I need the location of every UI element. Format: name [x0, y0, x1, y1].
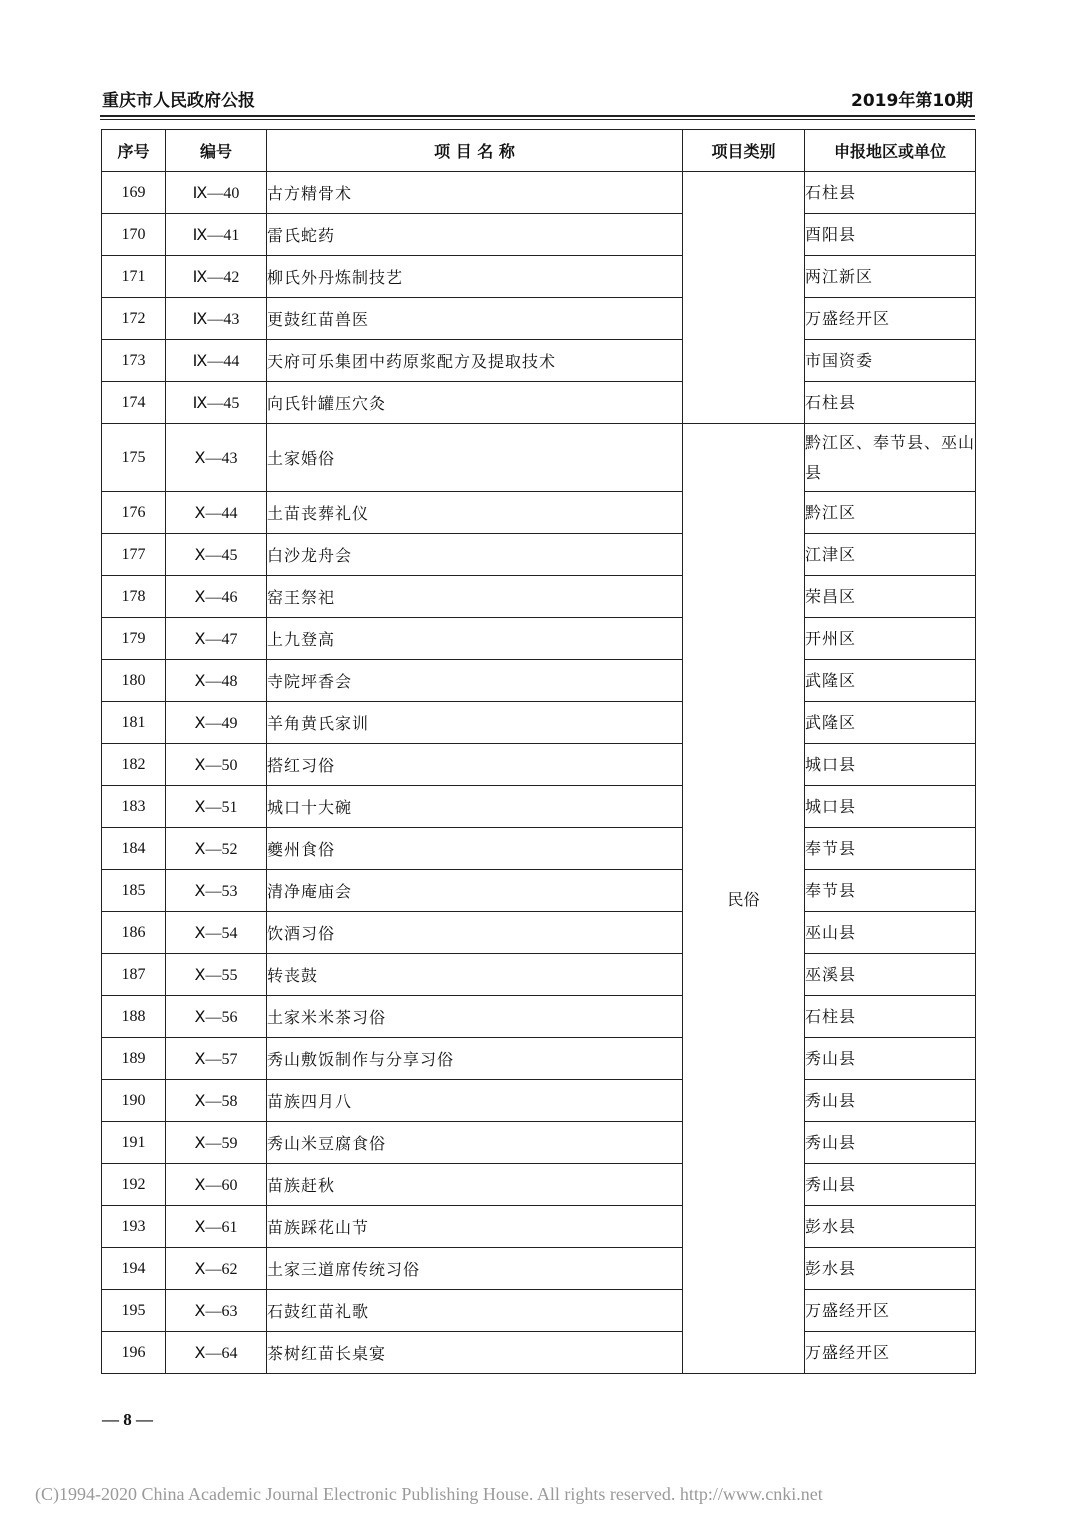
- row-name: 土家婚俗: [267, 424, 683, 492]
- row-seq: 174: [102, 382, 166, 424]
- row-name: 土家米米茶习俗: [267, 996, 683, 1038]
- row-code: Ⅹ—57: [166, 1038, 267, 1080]
- row-name: 窑王祭祀: [267, 576, 683, 618]
- row-code: Ⅹ—55: [166, 954, 267, 996]
- copyright-notice: (C)1994-2020 China Academic Journal Electronic Publishing House. All rights reserved. http://www.cnki.net: [35, 1484, 823, 1504]
- row-code: Ⅸ—45: [166, 382, 267, 424]
- row-seq: 193: [102, 1206, 166, 1248]
- row-seq: 172: [102, 298, 166, 340]
- row-seq: 188: [102, 996, 166, 1038]
- row-region: 城口县: [805, 744, 976, 786]
- table-body: [102, 172, 976, 1374]
- row-code: Ⅹ—50: [166, 744, 267, 786]
- row-seq: 183: [102, 786, 166, 828]
- row-seq: 177: [102, 534, 166, 576]
- row-seq: 180: [102, 660, 166, 702]
- table-row: [102, 912, 976, 954]
- row-name: 苗族赶秋: [267, 1164, 683, 1206]
- table-row: [102, 298, 976, 340]
- row-region: 石柱县: [805, 382, 976, 424]
- table-row: [102, 660, 976, 702]
- row-region: 两江新区: [805, 256, 976, 298]
- row-code: Ⅹ—43: [166, 424, 267, 492]
- row-region: 荣昌区: [805, 576, 976, 618]
- row-region: 石柱县: [805, 172, 976, 214]
- row-region: 奉节县: [805, 870, 976, 912]
- row-name: 夔州食俗: [267, 828, 683, 870]
- category-cell-group-2: 民俗: [683, 424, 805, 1374]
- table-row: [102, 828, 976, 870]
- row-code: Ⅸ—44: [166, 340, 267, 382]
- row-name: 羊角黄氏家训: [267, 702, 683, 744]
- row-seq: 196: [102, 1332, 166, 1374]
- row-seq: 185: [102, 870, 166, 912]
- page-number: — 8 —: [102, 1410, 153, 1429]
- project-table: [101, 129, 976, 1374]
- header-rule: [100, 115, 975, 117]
- row-seq: 170: [102, 214, 166, 256]
- row-name: 更鼓红苗兽医: [267, 298, 683, 340]
- table-row: [102, 954, 976, 996]
- row-region: 市国资委: [805, 340, 976, 382]
- table-row: [102, 996, 976, 1038]
- row-seq: 181: [102, 702, 166, 744]
- row-region: 万盛经开区: [805, 1332, 976, 1374]
- row-seq: 187: [102, 954, 166, 996]
- row-name: 石鼓红苗礼歌: [267, 1290, 683, 1332]
- row-seq: 186: [102, 912, 166, 954]
- table-row: [102, 424, 976, 492]
- row-seq: 184: [102, 828, 166, 870]
- table-row: [102, 340, 976, 382]
- row-name: 茶树红苗长桌宴: [267, 1332, 683, 1374]
- table-row: [102, 1038, 976, 1080]
- row-code: Ⅹ—60: [166, 1164, 267, 1206]
- table-row: [102, 534, 976, 576]
- row-region: 彭水县: [805, 1248, 976, 1290]
- row-name: 秀山米豆腐食俗: [267, 1122, 683, 1164]
- row-seq: 173: [102, 340, 166, 382]
- row-code: Ⅹ—51: [166, 786, 267, 828]
- table-row: [102, 256, 976, 298]
- row-region: 秀山县: [805, 1122, 976, 1164]
- table-row: [102, 1080, 976, 1122]
- row-seq: 179: [102, 618, 166, 660]
- row-code: Ⅸ—43: [166, 298, 267, 340]
- row-seq: 176: [102, 492, 166, 534]
- row-name: 搭红习俗: [267, 744, 683, 786]
- row-name: 向氏针罐压穴灸: [267, 382, 683, 424]
- row-region: 黔江区: [805, 492, 976, 534]
- row-code: Ⅹ—46: [166, 576, 267, 618]
- row-region: 巫山县: [805, 912, 976, 954]
- row-region: 武隆区: [805, 660, 976, 702]
- table-row: [102, 1332, 976, 1374]
- row-code: Ⅹ—44: [166, 492, 267, 534]
- row-code: Ⅹ—59: [166, 1122, 267, 1164]
- table-row: [102, 1206, 976, 1248]
- row-name: 秀山敷饭制作与分享习俗: [267, 1038, 683, 1080]
- row-region: 彭水县: [805, 1206, 976, 1248]
- row-region: 巫溪县: [805, 954, 976, 996]
- row-code: Ⅹ—61: [166, 1206, 267, 1248]
- row-name: 柳氏外丹炼制技艺: [267, 256, 683, 298]
- column-header-category: 项目类别: [683, 130, 805, 172]
- row-seq: 189: [102, 1038, 166, 1080]
- row-name: 土苗丧葬礼仪: [267, 492, 683, 534]
- row-seq: 169: [102, 172, 166, 214]
- table-row: [102, 1122, 976, 1164]
- page-header: [102, 86, 973, 111]
- row-code: Ⅸ—42: [166, 256, 267, 298]
- table-row: [102, 172, 976, 214]
- row-name: 苗族踩花山节: [267, 1206, 683, 1248]
- table-row: [102, 744, 976, 786]
- table-row: [102, 786, 976, 828]
- row-code: Ⅹ—54: [166, 912, 267, 954]
- row-seq: 191: [102, 1122, 166, 1164]
- row-name: 古方精骨术: [267, 172, 683, 214]
- row-name: 苗族四月八: [267, 1080, 683, 1122]
- row-region: 石柱县: [805, 996, 976, 1038]
- row-name: 清净庵庙会: [267, 870, 683, 912]
- row-region: 江津区: [805, 534, 976, 576]
- row-region: 万盛经开区: [805, 1290, 976, 1332]
- table-row: [102, 702, 976, 744]
- row-name: 土家三道席传统习俗: [267, 1248, 683, 1290]
- column-header-region: 申报地区或单位: [805, 130, 976, 172]
- column-header-code: 编号: [166, 130, 267, 172]
- row-region: 城口县: [805, 786, 976, 828]
- row-name: 上九登高: [267, 618, 683, 660]
- row-code: Ⅸ—40: [166, 172, 267, 214]
- table-row: [102, 492, 976, 534]
- row-seq: 190: [102, 1080, 166, 1122]
- row-code: Ⅹ—49: [166, 702, 267, 744]
- row-region: 开州区: [805, 618, 976, 660]
- header-rule-thin: [100, 119, 975, 120]
- row-region: 奉节县: [805, 828, 976, 870]
- row-name: 转丧鼓: [267, 954, 683, 996]
- row-name: 白沙龙舟会: [267, 534, 683, 576]
- category-cell-group-1: [683, 172, 805, 424]
- row-code: Ⅸ—41: [166, 214, 267, 256]
- row-code: Ⅹ—56: [166, 996, 267, 1038]
- row-region: 武隆区: [805, 702, 976, 744]
- row-name: 寺院坪香会: [267, 660, 683, 702]
- row-code: Ⅹ—58: [166, 1080, 267, 1122]
- row-name: 天府可乐集团中药原浆配方及提取技术: [267, 340, 683, 382]
- table-row: [102, 1248, 976, 1290]
- table-header-row: [102, 130, 976, 172]
- table-row: [102, 382, 976, 424]
- row-region: 秀山县: [805, 1164, 976, 1206]
- row-name: 雷氏蛇药: [267, 214, 683, 256]
- row-code: Ⅹ—53: [166, 870, 267, 912]
- table-row: [102, 618, 976, 660]
- row-region: 万盛经开区: [805, 298, 976, 340]
- row-seq: 195: [102, 1290, 166, 1332]
- issue-number: 2019年第10期: [851, 91, 973, 111]
- row-code: Ⅹ—64: [166, 1332, 267, 1374]
- table-row: [102, 576, 976, 618]
- table-row: [102, 870, 976, 912]
- row-name: 饮酒习俗: [267, 912, 683, 954]
- row-code: Ⅹ—48: [166, 660, 267, 702]
- row-code: Ⅹ—45: [166, 534, 267, 576]
- column-header-seq: 序号: [102, 130, 166, 172]
- table-row: [102, 214, 976, 256]
- row-seq: 194: [102, 1248, 166, 1290]
- row-seq: 192: [102, 1164, 166, 1206]
- row-seq: 182: [102, 744, 166, 786]
- column-header-name: 项 目 名 称: [267, 130, 683, 172]
- journal-title: 重庆市人民政府公报: [102, 91, 255, 111]
- row-seq: 171: [102, 256, 166, 298]
- row-region: 秀山县: [805, 1038, 976, 1080]
- row-region: 酉阳县: [805, 214, 976, 256]
- row-code: Ⅹ—52: [166, 828, 267, 870]
- row-region: 秀山县: [805, 1080, 976, 1122]
- row-code: Ⅹ—63: [166, 1290, 267, 1332]
- row-seq: 178: [102, 576, 166, 618]
- row-region: 黔江区、奉节县、巫山县: [805, 424, 976, 492]
- table-row: [102, 1164, 976, 1206]
- row-code: Ⅹ—62: [166, 1248, 267, 1290]
- row-code: Ⅹ—47: [166, 618, 267, 660]
- table-row: [102, 1290, 976, 1332]
- row-name: 城口十大碗: [267, 786, 683, 828]
- row-seq: 175: [102, 424, 166, 492]
